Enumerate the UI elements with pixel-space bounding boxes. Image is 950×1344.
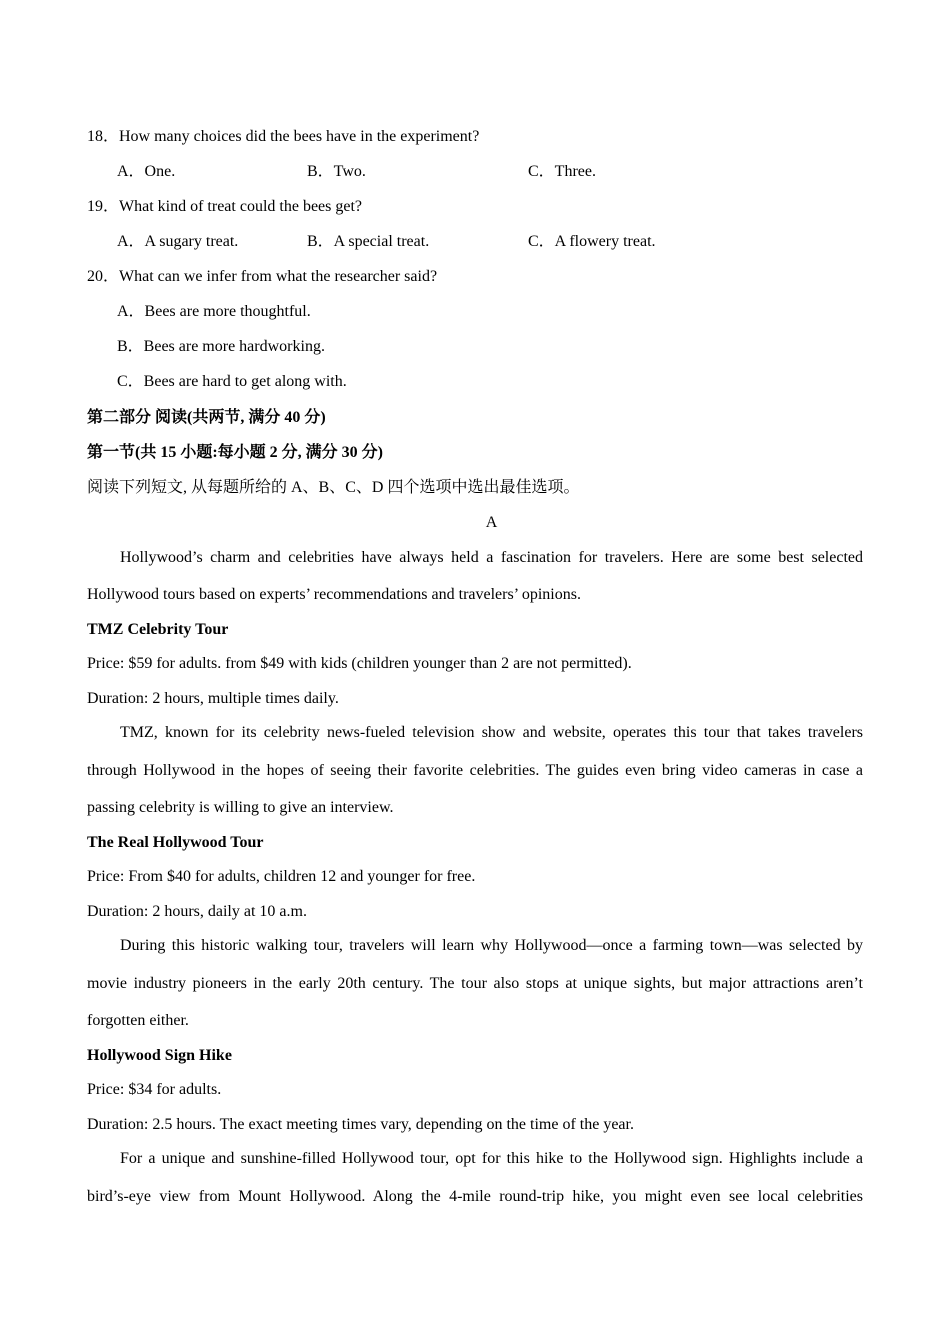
intro-line: Hollywood tours based on experts’ recommendations and travelers’ opinions. [87,586,581,603]
part-title: 第二部分 阅读(共两节, 满分 40 分) [87,409,326,426]
tour-title: Hollywood Sign Hike [87,1047,232,1064]
tour-price: Price: From $40 for adults, children 12 and younger for free. [87,868,476,885]
question-20-stem: 20．What can we infer from what the researcher said? [87,268,438,285]
tour-description-line: passing celebrity is willing to give an interview. [87,799,394,816]
question-18-option-b: B．Two. [307,163,366,180]
tour-description-line: bird’s-eye view from Mount Hollywood. Along the 4-mile round-trip hike, you might even see local celebrities [87,1188,863,1205]
tour-duration: Duration: 2 hours, multiple times daily. [87,690,339,707]
tour-duration: Duration: 2 hours, daily at 10 a.m. [87,903,307,920]
subsection-title: 第一节(共 15 小题:每小题 2 分, 满分 30 分) [87,444,383,461]
tour-price: Price: $59 for adults. from $49 with kids (children younger than 2 are not permitted). [87,655,632,672]
question-18-option-a: A．One. [117,163,176,180]
question-18-option-c: C．Three. [528,163,596,180]
question-20-option-b: B．Bees are more hardworking. [117,338,325,355]
question-19-option-a: A．A sugary treat. [117,233,239,250]
tour-description-line: For a unique and sunshine-filled Hollywood tour, opt for this hike to the Hollywood sign. Highlights include a [120,1150,863,1167]
tour-description-line: movie industry pioneers in the early 20th century. The tour also stops at unique sights, but major attractions aren’t [87,975,863,992]
question-19-option-b: B．A special treat. [307,233,430,250]
question-19-option-c: C．A flowery treat. [528,233,656,250]
question-20-option-c: C．Bees are hard to get along with. [117,373,347,390]
tour-price: Price: $34 for adults. [87,1081,222,1098]
tour-duration: Duration: 2.5 hours. The exact meeting times vary, depending on the time of the year. [87,1116,634,1133]
tour-description-line: TMZ, known for its celebrity news-fueled television show and website, operates this tour that takes travelers [120,724,863,741]
tour-description-line: through Hollywood in the hopes of seeing their favorite celebrities. The guides even bring video cameras in case a [87,762,863,779]
passage-label: A [485,514,498,531]
intro-line: Hollywood’s charm and celebrities have always held a fascination for travelers. Here are some best selected [120,549,863,566]
question-19-stem: 19．What kind of treat could the bees get? [87,198,363,215]
instruction-text: 阅读下列短文, 从每题所给的 A、B、C、D 四个选项中选出最佳选项。 [87,479,580,496]
tour-title: The Real Hollywood Tour [87,834,264,851]
tour-description-line: During this historic walking tour, travelers will learn why Hollywood—once a farming town—was selected by [120,937,863,954]
tour-description-line: forgotten either. [87,1012,189,1029]
question-18-stem: 18．How many choices did the bees have in the experiment? [87,128,480,145]
tour-title: TMZ Celebrity Tour [87,621,229,638]
question-20-option-a: A．Bees are more thoughtful. [117,303,311,320]
